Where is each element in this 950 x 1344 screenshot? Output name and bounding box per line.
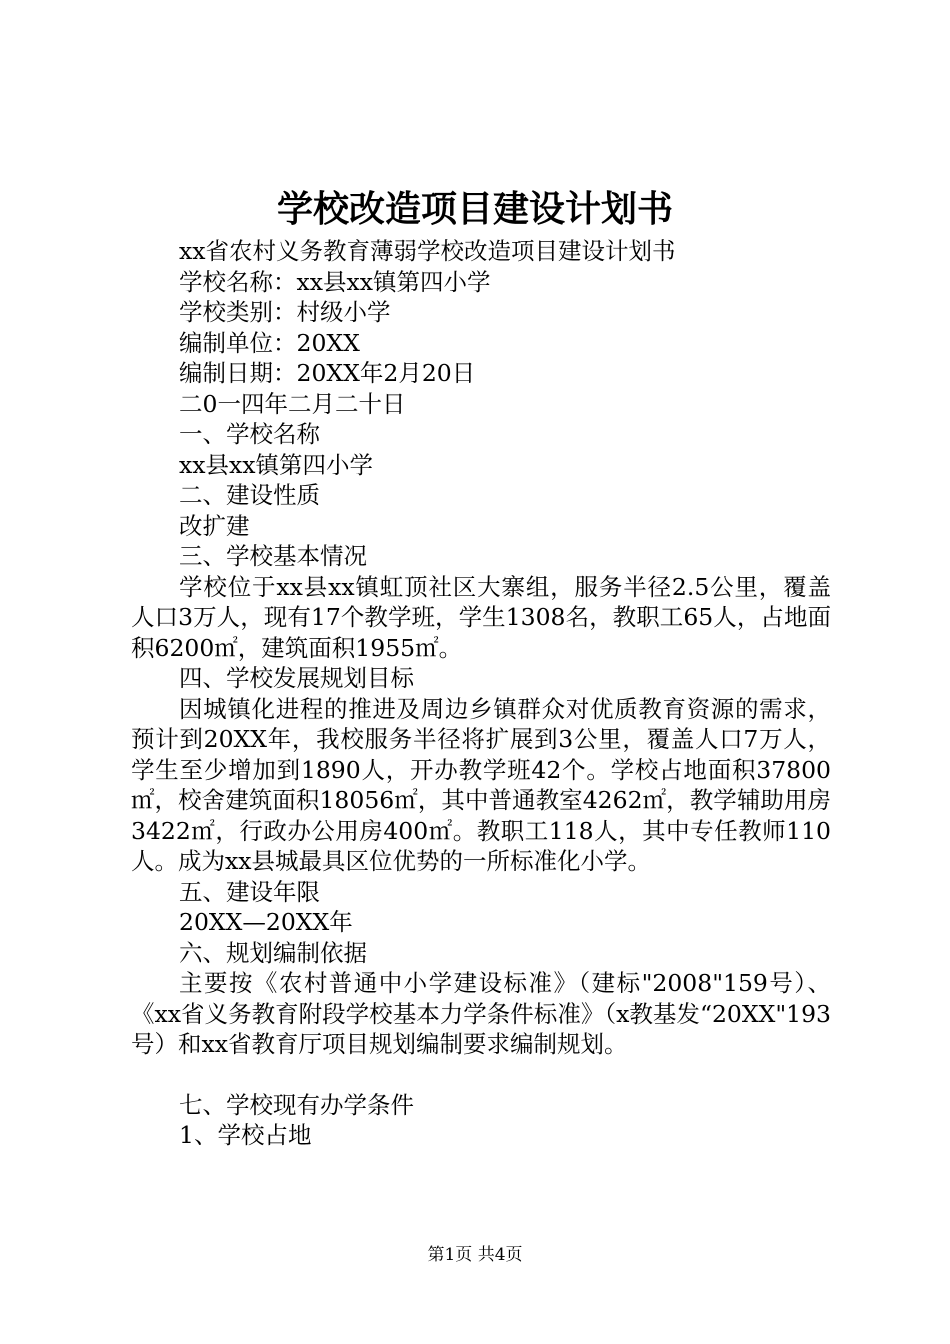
text-line: xx县xx镇第四小学 <box>179 450 374 479</box>
paragraph-development-goal: 因城镇化进程的推进及周边乡镇群众对优质教育资源的需求，预计到20XX年，我校服务半径将扩展到3公里，覆盖人口7万人，学生至少增加到1890人，开办教学班42个。学校占地面积37800㎡，校舍建筑面积18056㎡，其中普通教室4262㎡，教学辅助用房3422㎡，行政办公用房400㎡。教职工118人，其中专任教师110人。成为xx县城最具区位优势的一所标准化小学。 <box>131 694 831 875</box>
section-heading: 五、建设年限 <box>179 877 320 906</box>
section-heading: 三、学校基本情况 <box>179 542 367 570</box>
document-title: 学校改造项目建设计划书 <box>276 188 673 230</box>
text-line: xx省农村义务教育薄弱学校改造项目建设计划书 <box>179 237 676 265</box>
text-line: 编制日期：20XX年2月20日 <box>179 359 476 387</box>
document-body <box>131 236 831 1151</box>
paragraph-basic-info: 学校位于xx县xx镇虹顶社区大寨组，服务半径2.5公里，覆盖人口3万人，现有17个教学班，学生1308名，教职工65人，占地面积6200㎡，建筑面积1955㎡。 <box>131 572 831 662</box>
sub-heading: 1、学校占地 <box>179 1121 312 1149</box>
text-line: 20XX—20XX年 <box>179 908 353 936</box>
paragraph-planning-basis: 主要按《农村普通中小学建设标准》（建标"2008"159号）、《xx省义务教育附段学校基本力学条件标准》（x教基发“20XX"193号）和xx省教育厅项目规划编制要求编制规划。 <box>131 969 831 1058</box>
section-heading: 二、建设性质 <box>179 481 320 509</box>
section-heading: 四、学校发展规划目标 <box>179 664 414 692</box>
text-line: 编制单位：20XX <box>179 328 360 357</box>
section-heading: 一、学校名称 <box>179 420 320 448</box>
text-line: 二0一四年二月二十日 <box>179 389 406 418</box>
text-line: 学校名称：xx县xx镇第四小学 <box>179 267 491 296</box>
text-line: 学校类别：村级小学 <box>179 298 391 326</box>
page-footer: 第1页 共4页 <box>427 1245 523 1265</box>
text-line: 改扩建 <box>179 511 250 540</box>
blank-line <box>131 1060 831 1090</box>
section-heading: 六、规划编制依据 <box>179 938 367 967</box>
section-heading: 七、学校现有办学条件 <box>179 1090 414 1119</box>
